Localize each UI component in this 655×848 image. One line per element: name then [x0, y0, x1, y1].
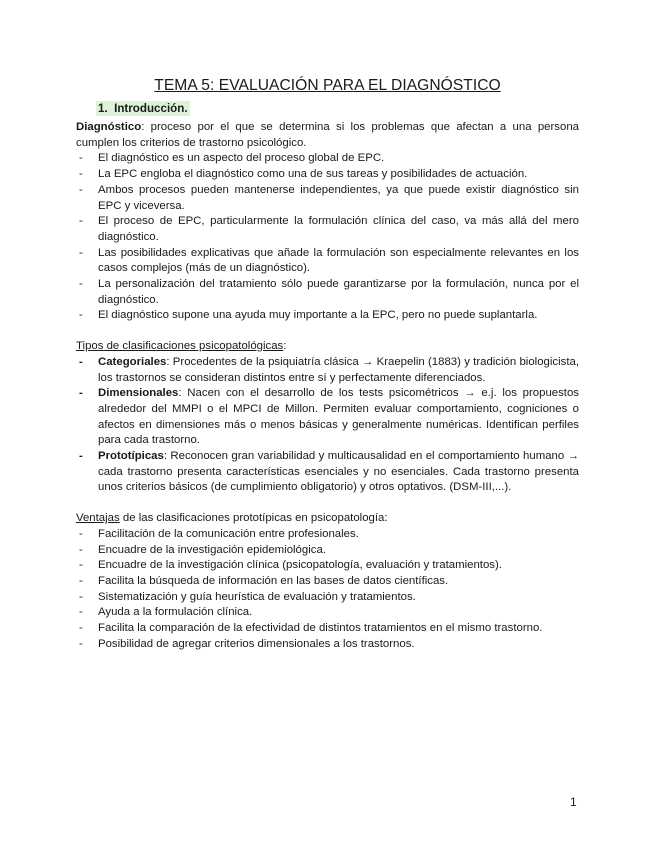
section-heading — [96, 101, 579, 117]
list-item: - Facilitación de la comunicación entre profesionales. — [76, 527, 579, 543]
bullet-mark: - — [79, 450, 83, 463]
bullet-mark: - — [79, 215, 83, 228]
bullet-mark: - — [79, 543, 83, 556]
list-item: - Ambos procesos pueden mantenerse independientes, ya que puede existir diagnóstico sin EPC y viceversa. — [79, 183, 579, 212]
section-label: Introducción. — [114, 102, 188, 115]
list-item: - Facilita la búsqueda de información en las bases de datos científicas. — [76, 574, 579, 590]
list-item: - El diagnóstico es un aspecto del proceso global de EPC. — [76, 151, 579, 167]
tipos-list — [76, 355, 579, 496]
bullet-mark: - — [79, 590, 83, 603]
bullet-mark: - — [79, 622, 83, 635]
tipos-heading: Tipos de clasificaciones psicopatológicas: — [76, 340, 287, 353]
intro-list — [76, 151, 579, 324]
document-page — [76, 76, 579, 653]
list-item: - El diagnóstico supone una ayuda muy importante a la EPC, pero no puede suplantarla. — [76, 308, 579, 324]
list-item: - Prototípicas: Reconocen gran variabilidad y multicausalidad en el comportamiento humano → cada trastorno presenta características esenciales y no esenciales. Cada trastorno presenta unos criterios básicos (de cumplimiento obligatorio) y otros optativos. (DSM-III,...). — [79, 450, 579, 494]
ventajas-heading: Ventajas de las clasificaciones prototípicas en psicopatología: — [76, 512, 388, 525]
list-item: - Posibilidad de agregar criterios dimensionales a los trastornos. — [76, 637, 579, 653]
bullet-mark: - — [79, 309, 83, 322]
intro-term: Diagnóstico — [76, 121, 142, 133]
list-item: - El proceso de EPC, particularmente la formulación clínica del caso, va más allá del mero diagnóstico. — [79, 215, 579, 243]
intro-text: : proceso por el que se determina si los problemas que afectan a una persona cumplen los criterios de trastorno psicológico. — [76, 121, 579, 149]
intro-paragraph — [76, 120, 579, 151]
item-term: Dimensionales — [98, 387, 179, 400]
bullet-mark: - — [79, 355, 83, 368]
bullet-mark: - — [79, 183, 83, 196]
list-item: - La personalización del tratamiento sólo puede garantizarse por la formulación, nunca por el diagnóstico. — [79, 278, 579, 306]
bullet-mark: - — [79, 527, 83, 540]
list-item: - Encuadre de la investigación epidemiológica. — [76, 543, 579, 559]
list-item: - Categoriales: Procedentes de la psiquiatría clásica → Kraepelin (1883) y tradición biologicista, los trastornos se consideran distintos entre sí y perfectamente diferenciados. — [79, 355, 579, 384]
item-term: Categoriales — [98, 355, 167, 368]
bullet-mark: - — [79, 168, 83, 181]
ventajas-list — [76, 527, 579, 653]
item-term: Prototípicas — [98, 450, 164, 463]
list-item: - Dimensionales: Nacen con el desarrollo de los tests psicométricos → e.j. los propuestos alrededor del MMPI o el MPCI de Millon. Permiten evaluar comportamiento, cogniciones o afectos en dimensiones más o menos básicas y generalmente numéricas. Identifican perfiles para cada trastorno. — [79, 387, 579, 447]
bullet-mark: - — [79, 278, 83, 291]
section-number: 1. — [98, 102, 108, 115]
bullet-mark: - — [79, 152, 83, 165]
list-item: - Sistematización y guía heurística de evaluación y tratamientos. — [76, 590, 579, 606]
page-number: 1 — [570, 795, 577, 809]
list-item: - Las posibilidades explicativas que añade la formulación son especialmente relevantes en los casos complejos (más de un diagnóstico). — [79, 246, 579, 275]
bullet-mark: - — [79, 637, 83, 650]
list-item: - La EPC engloba el diagnóstico como una de sus tareas y posibilidades de actuación. — [76, 167, 579, 183]
page-title: TEMA 5: EVALUACIÓN PARA EL DIAGNÓSTICO — [154, 77, 501, 94]
bullet-mark: - — [79, 559, 83, 572]
section-highlight — [96, 101, 190, 116]
bullet-mark: - — [79, 574, 83, 587]
list-item: - Ayuda a la formulación clínica. — [76, 605, 579, 621]
bullet-mark: - — [79, 246, 83, 259]
list-item: - Facilita la comparación de la efectividad de distintos tratamientos en el mismo trastorno. — [76, 621, 579, 637]
bullet-mark: - — [79, 606, 83, 619]
bullet-mark: - — [79, 387, 83, 400]
list-item: - Encuadre de la investigación clínica (psicopatología, evaluación y tratamientos). — [76, 558, 579, 574]
